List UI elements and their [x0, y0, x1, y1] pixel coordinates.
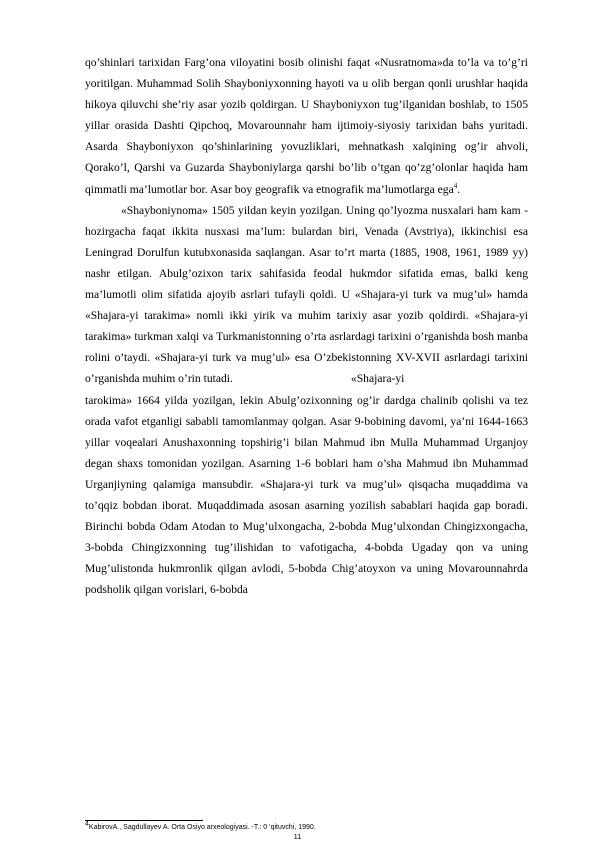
- paragraph-1-text: qo’shinlari tarixidan Farg’ona viloyatini bosib olinishi faqat «Nusratnoma»da to’la va to’g’ri yoritilgan. Muhammad Solih Shayboniyxonning hayoti va u olib bergan qonli urushlar haqida hikoya qiluvchi she’riy asar yozib qoldirgan. U Shayboniyxon tug’ilganidan boshlab, to 1505 yillar orasida Dashti Qipchoq, Movarounnahr ham ijtimoiy-siyosiy tarixidan bahs yuritadi. Asarda Shayboniyxon qo’shinlarining yovuzliklari, mehnatkash xalqining og’ir ahvoli, Qorako’l, Qarshi va Guzarda Shayboniylarga qarshi bo’lib o’tgan qo’zg’olonlar haqida ham qimmatli ma’lumotlar bor. Asar boy geografik va etnografik ma’lumotlarga ega: [85, 56, 528, 196]
- paragraph-2: [85, 200, 528, 390]
- page-number: 11: [293, 832, 302, 841]
- paragraph-2-text: «Shayboniynoma» 1505 yildan keyin yozilgan. Uning qo’lyozma nusxalari ham kam - hozirgacha faqat ikkita nusxasi ma’lum: bulardan biri, Venada (Avstriya), ikkinchisi esa Leningrad Dorulfun kutubxonasida saqlangan. Asar to’rt marta (1885, 1908, 1961, 1989 yy) nashr etilgan. Abulg’ozixon tarix sahifasida feodal hukmdor sifatida emas, balki keng ma’lumotli olim sifatida ajoyib asrlari tufayli qoldi. U «Shajara-yi turk va mug’ul» hamda «Shajara-yi tarakima» nomli ikki yirik va muhim tarixiy asar yozib qoldirdi. «Shajara-yi tarakima» turkman xalqi va Turkmanistonning o’rta asrlardagi tarixini o’rganishda bosh manba rolini o’taydi. «Shajara-yi turk va mug’ul» esa O’zbekistonning XV-XVII asrlardagi tarixini o’rganishda muhim o’rin tutadi.: [85, 203, 528, 386]
- paragraph-3: [85, 390, 528, 601]
- page-body: [85, 52, 528, 600]
- footnote-marker: 4: [85, 820, 89, 828]
- footnote: [85, 820, 528, 832]
- paragraph-3-text: tarokima» 1664 yilda yozilgan, lekin Abulg’ozixonning og’ir dardga chalinib qolishi va tez orada vafot etganligi sababli tamomlanmay qolgan. Asar 9-bobining davomi, ya’ni 1644-1663 yillar voqealari Anushaxonning topshirig’i bilan Mahmud ibn Mulla Muhammad Urganjoy degan shaxs tomonidan yozilgan. Asarning 1-6 boblari ham o’sha Mahmud ibn Muhammad Urganjiyning qalamiga mansubdir. «Shajara-yi turk va mug’ul» qisqacha muqaddima va to’qqiz bobdan iborat. Muqaddimada asosan asarning yozilish sabablari haqida gap boradi. Birinchi bobda Odam Atodan to Mug’ulxongacha, 2-bobda Mug’ulxondan Chingizxongacha, 3-bobda Chingizxonning tug’ilishidan to vafotigacha, 4-bobda Ugaday qon va uning Mug’ulistonda hukmronlik qilgan avlodi, 5-bobda Chig’atoyxon va uning Movarounnahrda podsholik qilgan vorislari, 6-bobda: [85, 393, 528, 597]
- footnote-text: KabirovA., Sagdullayev A. Orta Osiyo arxeologiyasi. -T.: 0 ‘qituvchi, 1990.: [88, 824, 316, 831]
- paragraph-3-start: «Shajara-yi: [350, 372, 405, 386]
- paragraph-1-end: .: [457, 182, 461, 196]
- paragraph-1: [85, 52, 528, 200]
- footnote-reference[interactable]: 4: [453, 181, 458, 190]
- footnote-divider: [85, 820, 203, 821]
